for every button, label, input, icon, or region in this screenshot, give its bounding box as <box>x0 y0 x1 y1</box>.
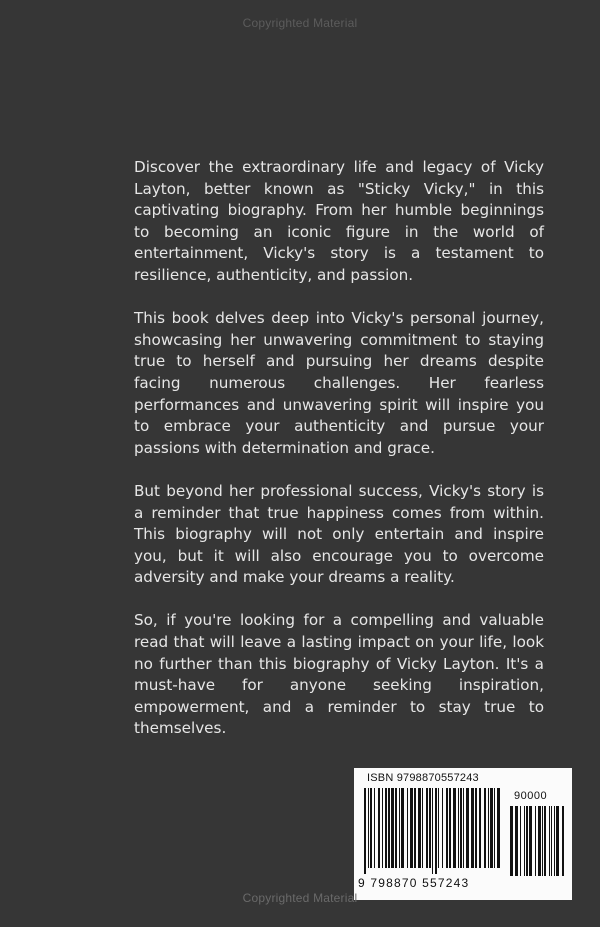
ean13-barcode-bars <box>364 788 506 876</box>
blurb-paragraph-4: So, if you're looking for a compelling and valuable read that will leave a lasting impact on your life, look no further than this biography of Vicky Layton. It's a must-have for anyone seeking inspiration, empowerment, and a reminder to stay true to themselves. <box>134 611 544 738</box>
barcode-bar <box>407 788 408 868</box>
barcode-bar <box>524 806 525 876</box>
barcode-bar <box>374 788 375 868</box>
barcode-bar <box>438 788 439 868</box>
barcode-bar <box>446 788 448 868</box>
barcode-bar <box>418 788 421 868</box>
barcode-bar <box>435 788 437 874</box>
blurb-paragraph-2: This book delves deep into Vicky's personal journey, showcasing her unwavering commitment to staying true to herself and pursuing her dreams despite facing numerous challenges. Her fearless performances and unwavering spirit will inspire you to embrace your authenticity and pursue your passions with determination and grace. <box>134 309 544 457</box>
barcode-bar <box>368 788 369 868</box>
barcode-bar <box>556 806 559 876</box>
barcode-bar <box>535 806 536 876</box>
barcode-bar <box>479 788 481 868</box>
blurb-paragraph-3: But beyond her professional success, Vicky's story is a reminder that true happiness comes from within. This biography will not only entertain and inspire you, but it will also encourage you to overcome adversity and make your dreams a reality. <box>134 481 544 587</box>
barcode-bar <box>385 788 387 868</box>
barcode-bar <box>432 788 433 874</box>
barcode-bar <box>551 806 552 876</box>
barcode-bar <box>410 788 413 868</box>
barcode-bar <box>388 788 390 868</box>
copyright-watermark-bottom: Copyrighted Material <box>242 891 358 905</box>
barcode-bar <box>401 788 404 868</box>
barcode-bar <box>458 788 459 868</box>
barcode-bar <box>453 788 456 868</box>
barcode-bar <box>544 806 546 876</box>
barcode-bar <box>442 788 443 868</box>
barcode-bar <box>494 788 495 868</box>
barcode-bar <box>399 788 400 868</box>
barcode-bar <box>466 788 469 868</box>
barcode-bar <box>422 788 423 868</box>
barcode-bar <box>449 788 451 868</box>
isbn-barcode <box>354 768 572 900</box>
isbn-label: ISBN 9798870557243 <box>367 772 479 784</box>
back-cover-blurb <box>134 157 544 762</box>
barcode-bar <box>391 788 394 868</box>
barcode-bar <box>364 788 366 874</box>
copyright-watermark-top: Copyrighted Material <box>242 16 358 30</box>
barcode-bar <box>471 788 474 868</box>
blurb-paragraph-1: Discover the extraordinary life and legacy of Vicky Layton, better known as "Sticky Vicky," in this captivating biography. From her humble beginnings to becoming an iconic figure in the world of entertainment, Vicky's story is a testament to resilience, authenticity, and passion. <box>134 158 544 284</box>
barcode-bar <box>463 788 464 868</box>
barcode-bar <box>395 788 397 868</box>
barcode-bar <box>538 806 541 876</box>
barcode-bar <box>542 806 543 876</box>
barcode-bar <box>497 788 500 868</box>
barcode-bar <box>529 806 532 876</box>
barcode-bar <box>475 788 477 868</box>
addon-barcode-bars <box>510 806 566 876</box>
barcode-bar <box>378 788 380 868</box>
barcode-bar <box>488 788 489 868</box>
barcode-bar <box>484 788 486 868</box>
barcode-bar <box>549 806 550 876</box>
barcode-bar <box>515 806 518 876</box>
barcode-bar <box>562 806 564 876</box>
price-code: 90000 <box>514 790 548 802</box>
barcode-bar <box>510 806 513 876</box>
barcode-bar <box>554 806 555 876</box>
barcode-bar <box>520 806 521 876</box>
barcode-bar <box>414 788 416 868</box>
barcode-bar <box>460 788 462 868</box>
barcode-bar <box>382 788 383 868</box>
isbn-digits: 9 798870 557243 <box>358 876 470 890</box>
barcode-bar <box>370 788 372 868</box>
barcode-bar <box>526 806 528 876</box>
barcode-bar <box>490 788 493 868</box>
barcode-bar <box>426 788 428 868</box>
barcode-bar <box>429 788 431 868</box>
